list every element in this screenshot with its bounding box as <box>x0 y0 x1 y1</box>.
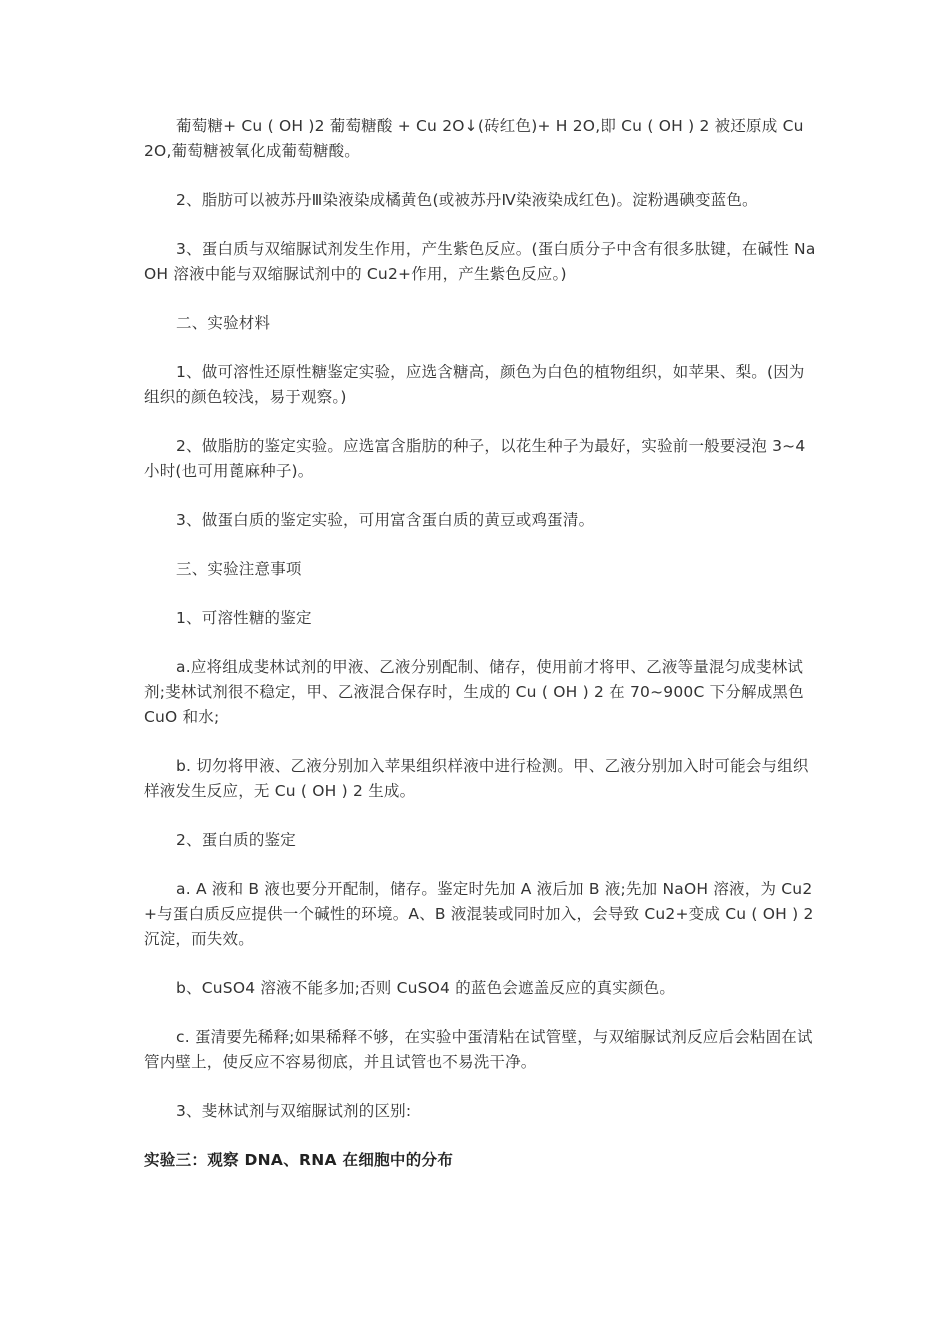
experiment-three-heading: 实验三：观察 DNA、RNA 在细胞中的分布 <box>144 1151 454 1169</box>
paragraph-note-sugar-b: b. 切勿将甲液、乙液分别加入苹果组织样液中进行检测。甲、乙液分别加入时可能会与组织样液发生反应，无 Cu ( OH ) 2 生成。 <box>144 757 809 800</box>
paragraph-note-protein-a: a. A 液和 B 液也要分开配制，储存。鉴定时先加 A 液后加 B 液;先加 NaOH 溶液，为 Cu2+与蛋白质反应提供一个碱性的环境。A、B 液混装或同时加入，会导致 Cu2+变成 Cu ( OH ) 2 沉淀，而失效。 <box>144 880 814 948</box>
section-heading-materials: 二、实验材料 <box>176 314 271 332</box>
paragraph-material-protein: 3、做蛋白质的鉴定实验，可用富含蛋白质的黄豆或鸡蛋清。 <box>176 511 595 529</box>
subheading-sugar-test: 1、可溶性糖的鉴定 <box>176 609 312 627</box>
paragraph-fat-starch: 2、脂肪可以被苏丹Ⅲ染液染成橘黄色(或被苏丹Ⅳ染液染成红色)。淀粉遇碘变蓝色。 <box>176 191 758 209</box>
paragraph-material-sugar: 1、做可溶性还原性糖鉴定实验，应选含糖高，颜色为白色的植物组织，如苹果、梨。(因为组织的颜色较浅，易于观察。) <box>144 363 805 406</box>
paragraph-protein-reaction: 3、蛋白质与双缩脲试剂发生作用，产生紫色反应。(蛋白质分子中含有很多肽键，在碱性 NaOH 溶液中能与双缩脲试剂中的 Cu2+作用，产生紫色反应。) <box>144 240 816 283</box>
subheading-reagent-difference: 3、斐林试剂与双缩脲试剂的区别: <box>176 1102 412 1120</box>
section-heading-notes: 三、实验注意事项 <box>176 560 302 578</box>
subheading-protein-test: 2、蛋白质的鉴定 <box>176 831 296 849</box>
paragraph-note-protein-b: b、CuSO4 溶液不能多加;否则 CuSO4 的蓝色会遮盖反应的真实颜色。 <box>176 979 676 997</box>
paragraph-material-fat: 2、做脂肪的鉴定实验。应选富含脂肪的种子，以花生种子为最好，实验前一般要浸泡 3~4 小时(也可用蓖麻种子)。 <box>144 437 806 480</box>
paragraph-note-sugar-a: a.应将组成斐林试剂的甲液、乙液分别配制、储存，使用前才将甲、乙液等量混匀成斐林试剂;斐林试剂很不稳定，甲、乙液混合保存时，生成的 Cu ( OH ) 2 在 70~900C 下分解成黑色 CuO 和水; <box>144 658 804 726</box>
document-page <box>144 114 816 1173</box>
paragraph-note-protein-c: c. 蛋清要先稀释;如果稀释不够，在实验中蛋清粘在试管壁，与双缩脲试剂反应后会粘固在试管内壁上，使反应不容易彻底，并且试管也不易洗干净。 <box>144 1028 813 1071</box>
paragraph-reaction-glucose: 葡萄糖+ Cu ( OH )2 葡萄糖酸 + Cu 2O↓(砖红色)+ H 2O,即 Cu ( OH ) 2 被还原成 Cu 2O,葡萄糖被氧化成葡萄糖酸。 <box>144 117 804 160</box>
